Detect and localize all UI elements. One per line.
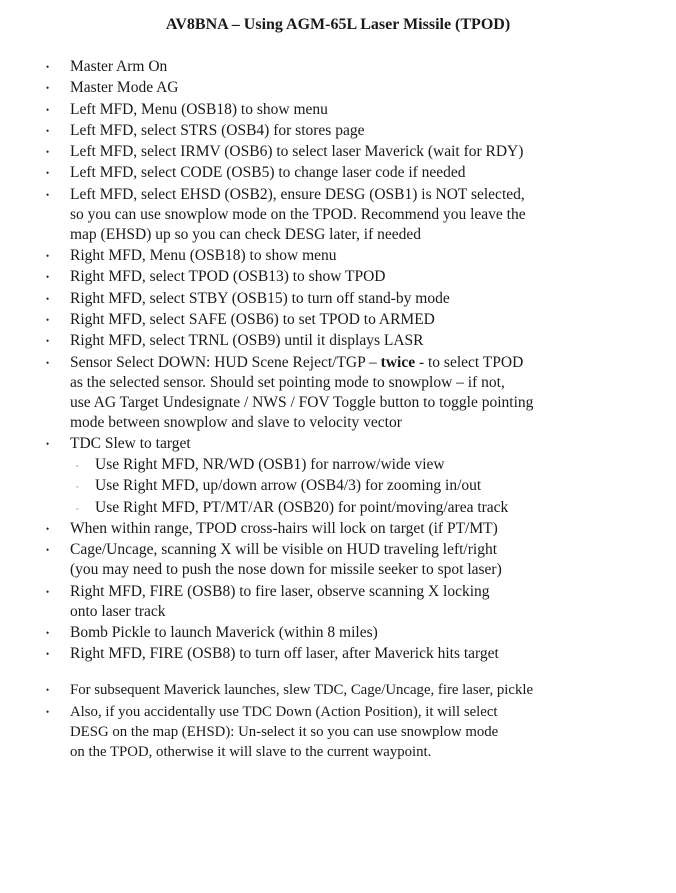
item-line: Right MFD, FIRE (OSB8) to fire laser, observe scanning X locking [70,582,490,600]
emphasis-text: twice [380,353,416,371]
item-text: Right MFD, select TRNL (OSB9) until it displays LASR [70,332,424,350]
bullet-icon: • [46,293,50,304]
item-text: Left MFD, select CODE (OSB5) to change laser code if needed [70,164,466,182]
list-item [0,289,676,309]
item-text: Right MFD, select SAFE (OSB6) to set TPOD to ARMED [70,310,435,328]
note-item [0,702,676,762]
bullet-icon: • [46,62,50,72]
bullet-icon: • [46,524,50,535]
list-item [0,434,676,454]
sub-bullet-icon: ◦ [76,462,79,471]
item-text: When within range, TPOD cross-hairs will lock on target (if PT/MT) [70,520,498,538]
item-line: Also, if you accidentally use TDC Down (Action Position), it will select [70,703,498,720]
item-line: onto laser track [70,602,166,620]
item-text: - to select TPOD [415,353,524,371]
document-title: AV8BNA – Using AGM-65L Laser Missile (TPOD) [165,16,511,33]
bullet-icon: • [46,649,50,660]
item-text: Bomb Pickle to launch Maverick (within 8 miles) [70,623,378,641]
item-line: use AG Target Undesignate / NWS / FOV Toggle button to toggle pointing [70,393,534,411]
item-text: Right MFD, Menu (OSB18) to show menu [70,247,337,265]
item-line [70,353,676,373]
item-line: Cage/Uncage, scanning X will be visible on HUD traveling left/right [70,541,498,559]
item-text: Master Arm On [70,58,168,75]
bullet-icon: • [46,125,50,136]
item-line: DESG on the map (EHSD): Un-select it so you can use snowplow mode [70,723,499,740]
bullet-icon: • [46,438,50,449]
sub-bullet-icon: ◦ [76,483,79,492]
list-item [0,78,676,98]
list-item [0,100,676,120]
item-line: Left MFD, select EHSD (OSB2), ensure DESG (OSB1) is NOT selected, [70,185,525,203]
list-item [0,142,676,162]
sub-list-item [0,498,676,518]
bullet-icon: • [46,147,50,158]
bullet-icon: • [46,545,50,556]
list-item [0,331,676,351]
item-line: on the TPOD, otherwise it will slave to the current waypoint. [70,743,432,760]
item-text: Use Right MFD, PT/MT/AR (OSB20) for point/moving/area track [95,498,509,516]
list-item [0,519,676,539]
item-text: For subsequent Maverick launches, slew TDC, Cage/Uncage, fire laser, pickle [70,682,534,699]
bullet-icon: • [46,586,50,597]
item-text: Use Right MFD, up/down arrow (OSB4/3) for zooming in/out [95,477,482,495]
list-item [0,57,676,77]
list-item [0,644,676,664]
item-text: Right MFD, select STBY (OSB15) to turn off stand-by mode [70,289,450,307]
bullet-icon: • [46,272,50,283]
item-text: Right MFD, select TPOD (OSB13) to show TPOD [70,268,386,286]
item-line: (you may need to push the nose down for missile seeker to spot laser) [70,561,502,579]
bullet-icon: • [46,189,50,200]
item-text: Use Right MFD, NR/WD (OSB1) for narrow/wide view [95,456,445,474]
sub-list-item [0,476,676,496]
item-text: TDC Slew to target [70,434,191,452]
bullet-icon: • [46,251,50,262]
list-item [0,163,676,183]
list-item [0,540,676,580]
item-line: so you can use snowplow mode on the TPOD. Recommend you leave the [70,205,526,223]
instruction-list [0,57,676,763]
bullet-icon: • [46,168,50,179]
item-text: Sensor Select DOWN: HUD Scene Reject/TGP – [70,353,381,371]
list-item [0,582,676,622]
bullet-icon: • [46,83,50,94]
bullet-icon: • [46,357,50,368]
list-item [0,185,676,245]
list-item [0,121,676,141]
list-item [0,623,676,643]
bullet-icon: • [46,685,50,696]
item-text: Left MFD, Menu (OSB18) to show menu [70,100,328,118]
item-line: as the selected sensor. Should set pointing mode to snowplow – if not, [70,373,505,391]
sub-list-item [0,455,676,475]
bullet-icon: • [46,104,50,115]
note-item [0,680,676,700]
item-text: Master Mode AG [70,79,179,97]
bullet-icon: • [46,627,50,638]
item-text: Right MFD, FIRE (OSB8) to turn off laser, after Maverick hits target [70,645,499,663]
list-item [0,267,676,287]
bullet-icon: • [46,336,50,347]
bullet-icon: • [46,706,50,717]
sub-bullet-icon: ◦ [76,504,79,513]
list-item [0,310,676,330]
bullet-icon: • [46,314,50,325]
item-text: Left MFD, select IRMV (OSB6) to select laser Maverick (wait for RDY) [70,143,524,161]
list-item [0,353,676,433]
item-text: Left MFD, select STRS (OSB4) for stores page [70,121,365,139]
item-line: map (EHSD) up so you can check DESG later, if needed [70,225,422,243]
list-item [0,246,676,266]
item-line: mode between snowplow and slave to velocity vector [70,413,402,431]
